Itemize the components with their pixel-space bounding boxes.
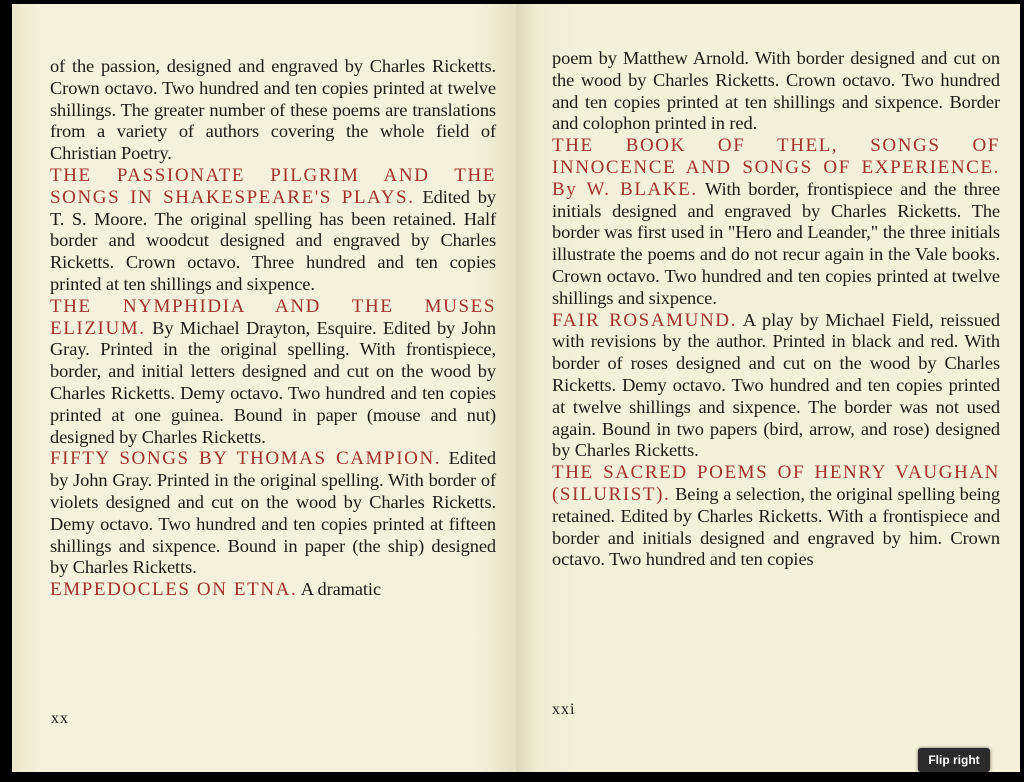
right-entry-2	[552, 310, 1000, 463]
entry-title: THE BOOK OF THEL, SONGS OF INNOCENCE AND SONGS OF EXPERIENCE. By W. BLAKE.	[552, 135, 1000, 200]
entry-body: of the passion, designed and engraved by Charles Ricketts. Crown octavo. Two hundred and ten copies printed at twelve shillings. The greater number of these poems are translations from a variety of authors covering the whole field of Christian Poetry.	[50, 56, 496, 164]
flip-right-button[interactable]: Flip right	[918, 748, 990, 772]
left-entry-2	[50, 296, 496, 449]
page-number-left: xx	[51, 710, 69, 727]
right-entry-0	[552, 48, 1000, 135]
left-entry-4	[50, 579, 496, 601]
entry-title: EMPEDOCLES ON ETNA.	[50, 579, 298, 601]
right-page	[516, 4, 1020, 772]
entry-body: Being a selection, the original spelling being retained. Edited by Charles Ricketts. With a frontispiece and border and initials designed and engraved by him. Crown octavo. Two hundred and ten copies	[552, 483, 1000, 570]
page-number-right: xxi	[552, 701, 576, 718]
entry-body: By Michael Drayton, Esquire. Edited by John Gray. Printed in the original spelling. With frontispiece, border, and initial letters designed and cut on the wood by Charles Ricketts. Demy octavo. Two hundred and ten copies printed at one guinea. Bound in paper (mouse and nut) designed by Charles Ricketts.	[50, 317, 496, 447]
right-entry-3	[552, 462, 1000, 571]
entry-title: THE PASSIONATE PILGRIM AND THE SONGS IN SHAKESPEARE'S PLAYS.	[50, 164, 496, 208]
entry-body: poem by Matthew Arnold. With border designed and cut on the wood by Charles Ricketts. Crown octavo. Two hundred and ten copies printed at ten shillings and sixpence. Border and colophon printed in red.	[552, 48, 1000, 134]
left-page-text	[50, 56, 496, 601]
left-entry-1	[50, 165, 496, 296]
entry-title: THE NYMPHIDIA AND THE MUSES ELIZIUM.	[50, 295, 496, 339]
book-spread	[12, 4, 1020, 772]
right-entry-1	[552, 135, 1000, 309]
entry-body: A play by Michael Field, reissued with revisions by the author. Printed in black and red. With border of roses designed and cut on the wood by Charles Ricketts. Demy octavo. Two hundred and ten copies printed at twelve shillings and sixpence. The border was not used again. Bound in two papers (bird, arrow, and rose) designed by Charles Ricketts.	[552, 309, 1000, 461]
right-page-text	[552, 48, 1000, 571]
entry-body: A dramatic	[297, 579, 382, 600]
left-page	[12, 4, 516, 772]
entry-title: THE SACRED POEMS OF HENRY VAUGHAN (SILURIST).	[552, 462, 1000, 505]
left-entry-3	[50, 448, 496, 579]
entry-body: Edited by John Gray. Printed in the original spelling. With border of violets designed and cut on the wood by Charles Ricketts. Demy octavo. Two hundred and ten copies printed at fifteen shillings and sixpence. Bound in paper (the ship) designed by Charles Ricketts.	[50, 448, 496, 578]
entry-body: Edited by T. S. Moore. The original spelling has been retained. Half border and woodcut designed and engraved by Charles Ricketts. Crown octavo. Three hundred and ten copies printed at ten shillings and sixpence.	[50, 186, 497, 294]
left-entry-0	[50, 56, 496, 165]
entry-title: FIFTY SONGS BY THOMAS CAMPION.	[50, 448, 442, 470]
entry-body: With border, frontispiece and the three initials designed and engraved by Charles Ricketts. The border was first used in "Hero and Leander," the three initials illustrate the poems and do not recur again in the Vale books. Crown octavo. Two hundred and ten copies printed at twelve shillings and sixpence.	[552, 178, 1001, 308]
entry-title: FAIR ROSAMUND.	[552, 309, 737, 331]
